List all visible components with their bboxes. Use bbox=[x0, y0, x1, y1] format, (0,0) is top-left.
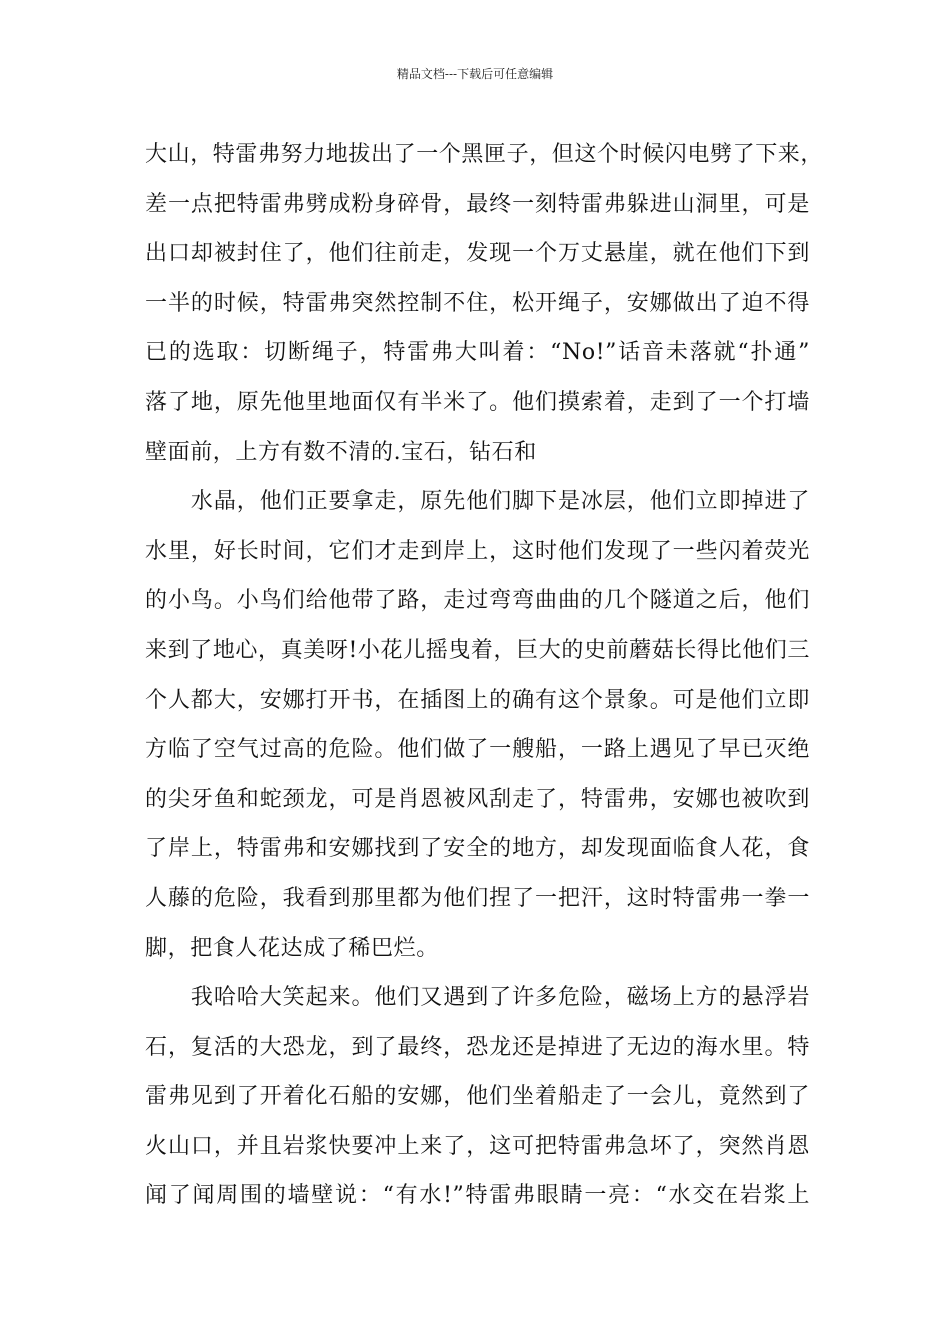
paragraph-1 bbox=[145, 130, 824, 477]
text-line: 一半的时候，特雷弗突然控制不住，松开绳子，安娜做出了迫不得 bbox=[145, 290, 810, 316]
text-line: 雷弗见到了开着化石船的安娜，他们坐着船走了一会儿，竟然到了 bbox=[145, 1084, 810, 1110]
text-line: 个人都大，安娜打开书，在插图上的确有这个景象。可是他们立即 bbox=[145, 687, 810, 713]
text-line: 方临了空气过高的危险。他们做了一艘船，一路上遇见了早已灭绝 bbox=[145, 737, 810, 763]
text-line: 的小鸟。小鸟们给他带了路，走过弯弯曲曲的几个隧道之后，他们 bbox=[145, 588, 810, 614]
text-line: 来到了地心，真美呀!小花儿摇曳着，巨大的史前蘑菇长得比他们三 bbox=[145, 637, 810, 663]
page-header: 精品文档---下载后可任意编辑 bbox=[396, 67, 554, 81]
text-line: 水里，好长时间，它们才走到岸上，这时他们发现了一些闪着荧光 bbox=[145, 538, 810, 564]
document-body bbox=[145, 130, 824, 1221]
text-line: 人藤的危险，我看到那里都为他们捏了一把汗，这时特雷弗一拳一 bbox=[145, 885, 810, 911]
text-line: 石，复活的大恐龙，到了最终，恐龙还是掉进了无边的海水里。特 bbox=[145, 1034, 810, 1060]
text-line: 已的选取：切断绳子，特雷弗大叫着：“No!”话音未落就“扑通” bbox=[145, 340, 810, 366]
text-line: 我哈哈大笑起来。他们又遇到了许多危险，磁场上方的悬浮岩 bbox=[145, 985, 810, 1011]
paragraph-2 bbox=[145, 477, 810, 973]
text-line: 的尖牙鱼和蛇颈龙，可是肖恩被风刮走了，特雷弗，安娜也被吹到 bbox=[145, 786, 810, 812]
text-line: 落了地，原先他里地面仅有半米了。他们摸索着，走到了一个打墙 bbox=[145, 389, 810, 415]
text-line: 水晶，他们正要拿走，原先他们脚下是冰层，他们立即掉进了 bbox=[145, 489, 810, 515]
paragraph-3 bbox=[145, 973, 810, 1221]
text-line: 差一点把特雷弗劈成粉身碎骨，最终一刻特雷弗躲进山洞里，可是 bbox=[145, 191, 810, 217]
text-line: 火山口，并且岩浆快要冲上来了，这可把特雷弗急坏了，突然肖恩 bbox=[145, 1133, 810, 1159]
text-line: 壁面前，上方有数不清的.宝石，钻石和 bbox=[145, 439, 537, 465]
text-line: 大山，特雷弗努力地拔出了一个黑匣子，但这个时候闪电劈了下来， bbox=[145, 142, 824, 167]
text-line: 闻了闻周围的墙壁说：“有水!”特雷弗眼睛一亮：“水交在岩浆上 bbox=[145, 1183, 810, 1209]
text-line: 出口却被封住了，他们往前走，发现一个万丈悬崖，就在他们下到 bbox=[145, 241, 810, 267]
text-line: 脚，把食人花达成了稀巴烂。 bbox=[145, 935, 439, 961]
text-line: 了岸上，特雷弗和安娜找到了安全的地方，却发现面临食人花，食 bbox=[145, 836, 810, 862]
